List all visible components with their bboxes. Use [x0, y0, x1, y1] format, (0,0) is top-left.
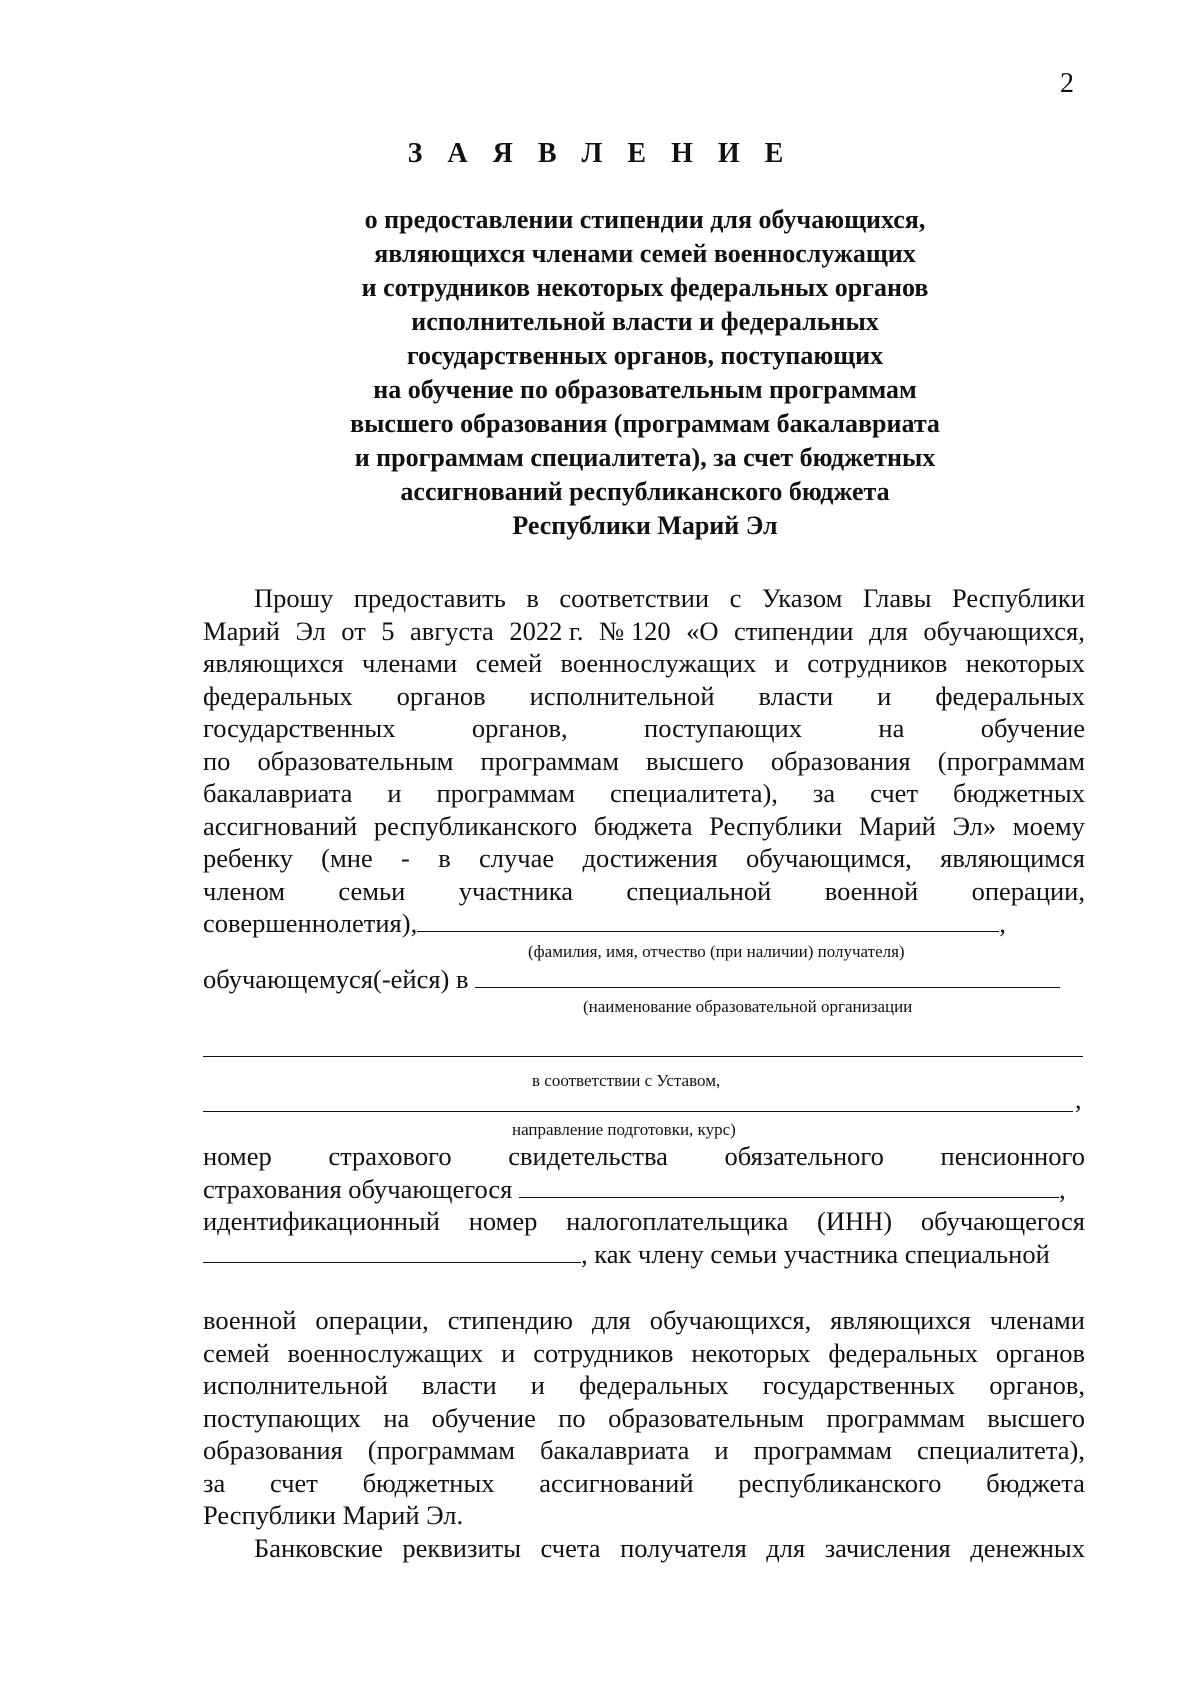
word: сотрудников	[807, 648, 948, 678]
word: денежных	[970, 1533, 1085, 1563]
subtitle-line: ассигнований республиканского бюджета	[400, 477, 890, 506]
text-line	[203, 1434, 1085, 1467]
word: военной	[203, 1305, 297, 1335]
word: для	[591, 1305, 631, 1335]
word: бюджетных	[362, 1467, 495, 1498]
request-paragraph	[203, 582, 1085, 907]
word: от	[341, 615, 366, 646]
word: обучающегося	[920, 1206, 1085, 1236]
word: для	[766, 1533, 806, 1563]
word: федеральных	[203, 680, 353, 711]
word: семей	[203, 1337, 270, 1368]
word: -	[401, 843, 410, 873]
organization-hint: (наименование образовательной организации	[583, 997, 913, 1016]
text-line	[203, 712, 1085, 745]
word: поступающих	[203, 1402, 361, 1433]
word: программам	[480, 745, 619, 776]
word: образовательным	[608, 1402, 805, 1433]
word: Республики	[952, 583, 1085, 613]
word: счет	[870, 778, 919, 808]
word: № 120	[598, 615, 671, 646]
stipend-paragraph	[203, 1304, 1085, 1532]
word: власти	[421, 1370, 497, 1400]
word: программам	[436, 778, 575, 808]
word: Прошу	[254, 583, 334, 613]
subtitle-line: и программам специалитета), за счет бюджетных	[354, 443, 936, 472]
text-line	[203, 810, 1085, 843]
word: свидетельства	[508, 1141, 668, 1171]
text-line	[203, 777, 1085, 810]
inn-field[interactable]	[203, 1238, 581, 1263]
text-line	[203, 1304, 1085, 1337]
text-line	[203, 615, 1085, 648]
document-title: З А Я В Л Е Н И Е	[407, 138, 793, 169]
word: власти	[758, 680, 834, 711]
word: образования	[770, 745, 911, 776]
word: (программам	[367, 1435, 516, 1465]
word: августа	[410, 615, 494, 646]
word: бакалавриата	[540, 1435, 690, 1465]
word: операции,	[315, 1305, 429, 1335]
word: образовательным	[257, 745, 454, 776]
word: республиканского	[373, 810, 578, 841]
word: ребенку	[203, 843, 293, 873]
word: исполнительной	[203, 1370, 388, 1400]
word: федеральных	[935, 680, 1085, 711]
word: в	[438, 843, 451, 873]
word: с	[729, 583, 742, 613]
text-line: Республики Марий Эл.	[203, 1500, 464, 1530]
majority-label: совершеннолетия),	[203, 908, 418, 938]
text-line	[203, 1337, 1085, 1370]
word: Республики	[709, 810, 843, 841]
organization-field-line2[interactable]	[203, 1056, 1083, 1057]
word: бакалавриата	[203, 778, 353, 808]
word: республиканского	[738, 1467, 942, 1498]
subtitle-line: высшего образования (программам бакалавриата	[350, 409, 940, 438]
word: номер	[203, 1141, 272, 1171]
word: моему	[1012, 810, 1085, 841]
word: являющимся	[940, 843, 1085, 873]
word: бюджетных	[953, 778, 1085, 808]
word: налогоплательщика	[566, 1206, 789, 1236]
word: являющихся	[830, 1305, 971, 1335]
subtitle-line: на обучение по образовательным программам	[373, 375, 917, 404]
text-line	[203, 582, 1085, 615]
organization-field[interactable]	[475, 963, 1060, 988]
comma: ,	[999, 908, 1006, 938]
word: зачисления	[824, 1533, 951, 1563]
word: семей	[475, 648, 543, 678]
word: 2022 г.	[509, 615, 584, 646]
word: обучающимся,	[746, 843, 912, 873]
word: на	[383, 1402, 410, 1433]
recipient-name-field[interactable]	[417, 907, 999, 932]
word: пенсионного	[940, 1141, 1085, 1171]
word: государственных	[203, 713, 396, 743]
word: и	[530, 1370, 545, 1400]
word: органов,	[989, 1370, 1085, 1400]
word: Эл	[295, 615, 326, 646]
word: федеральных	[579, 1370, 729, 1400]
subtitle-line: Республики Марий Эл	[512, 511, 778, 540]
subtitle-line: являющихся членами семей военнослужащих	[374, 239, 916, 268]
word: военнослужащих	[560, 648, 757, 678]
direction-field[interactable]	[203, 1111, 1073, 1112]
word: по	[558, 1402, 586, 1433]
word: ассигнований	[539, 1467, 694, 1498]
word: образования	[203, 1435, 343, 1465]
word: членами	[989, 1305, 1085, 1335]
subtitle-line: исполнительной власти и федеральных	[411, 307, 879, 336]
word: высшего	[987, 1402, 1085, 1433]
student-label: обучающемуся(-ейся) в	[203, 964, 469, 994]
word: по	[203, 745, 231, 776]
word: программам	[826, 1402, 965, 1433]
word: исполнительной	[529, 680, 715, 711]
word: за	[203, 1467, 226, 1498]
word: военной	[824, 875, 919, 906]
word: 5	[381, 615, 395, 646]
word: сотрудников	[533, 1337, 674, 1368]
word: «О	[686, 615, 719, 646]
direction-hint: направление подготовки, курс)	[512, 1120, 736, 1139]
subtitle-line: государственных органов, поступающих	[406, 341, 884, 370]
word: в	[526, 583, 539, 613]
text-line	[203, 680, 1085, 713]
word: соответствии	[559, 583, 710, 613]
word: специалитета),	[917, 1435, 1085, 1465]
word: специалитета),	[609, 778, 778, 808]
word: обучение	[980, 713, 1085, 743]
bank-details-paragraph	[203, 1532, 1085, 1565]
word: номер	[468, 1206, 538, 1236]
word: стипендию	[447, 1305, 573, 1335]
text-line	[203, 842, 1085, 875]
text-line	[203, 875, 1085, 908]
word: Эл»	[952, 810, 997, 841]
document-subtitle	[0, 203, 1200, 543]
word: высшего	[646, 745, 744, 776]
word: являющихся	[203, 648, 344, 678]
word: бюджета	[986, 1467, 1085, 1498]
word: реквизиты	[402, 1533, 522, 1563]
subtitle-line: и сотрудников некоторых федеральных органов	[361, 273, 929, 302]
form-section	[203, 907, 1085, 940]
word: за	[812, 778, 836, 808]
word: обучение	[431, 1402, 536, 1433]
word: (мне	[321, 843, 373, 873]
word: и	[714, 1435, 729, 1465]
word: (программам	[937, 745, 1085, 776]
word: получателя	[620, 1533, 747, 1563]
direction-comma: ,	[1075, 1085, 1082, 1114]
word: Марий	[858, 810, 936, 841]
subtitle-line: о предоставлении стипендии для обучающихся,	[364, 205, 926, 234]
word: операции,	[971, 875, 1085, 906]
text-line	[203, 1467, 1085, 1500]
snils-field[interactable]	[519, 1173, 1059, 1198]
word: счет	[269, 1467, 318, 1498]
word: членом	[203, 875, 286, 906]
word: военнослужащих	[287, 1337, 484, 1368]
word: бюджета	[593, 810, 693, 841]
snils-label: страхования обучающегося	[203, 1173, 513, 1204]
word: Указом	[761, 583, 843, 613]
word: и	[877, 680, 892, 711]
word: Марий	[203, 615, 280, 646]
text-line	[203, 647, 1085, 680]
comma: ,	[1059, 1173, 1066, 1204]
word: органов	[396, 680, 486, 711]
word: достижения	[582, 843, 718, 873]
word: стипендии	[733, 615, 854, 646]
word: поступающих	[644, 713, 802, 743]
word: и	[387, 778, 402, 808]
page-number: 2	[1060, 68, 1074, 99]
word: (ИНН)	[817, 1206, 893, 1236]
word: участника	[458, 875, 573, 906]
text-line	[203, 745, 1085, 778]
word: случае	[479, 843, 555, 873]
word: предоставить	[353, 583, 506, 613]
word: обучающихся,	[923, 615, 1085, 646]
word: программам	[753, 1435, 893, 1465]
word: обязательного	[724, 1141, 884, 1171]
word: федеральных	[828, 1337, 979, 1368]
word: для	[868, 615, 908, 646]
word: и	[774, 648, 789, 678]
word: государственных	[762, 1370, 956, 1400]
word: органов,	[471, 713, 568, 743]
word: Банковские	[254, 1533, 383, 1563]
word: Главы	[862, 583, 932, 613]
word: и	[501, 1337, 516, 1368]
word: некоторых	[691, 1337, 811, 1368]
recipient-name-hint: (фамилия, имя, отчество (при наличии) получателя)	[528, 942, 905, 961]
word: членами	[361, 648, 458, 678]
snils-section	[203, 1140, 1085, 1270]
word: специальной	[626, 875, 772, 906]
word: идентификационный	[203, 1206, 440, 1236]
word: на	[878, 713, 905, 743]
inn-continuation: , как члену семьи участника специальной	[581, 1238, 1050, 1269]
text-line	[203, 1369, 1085, 1402]
majority-line	[203, 907, 1085, 940]
form-section-student	[203, 963, 1085, 996]
word: обучающихся,	[649, 1305, 812, 1335]
word: ассигнований	[203, 810, 358, 841]
charter-hint: в соответствии с Уставом,	[532, 1071, 721, 1090]
text-line	[203, 1402, 1085, 1435]
word: некоторых	[965, 648, 1085, 678]
word: счета	[540, 1533, 601, 1563]
word: страхового	[328, 1141, 452, 1171]
word: семьи	[338, 875, 406, 906]
word: органов	[995, 1337, 1085, 1368]
